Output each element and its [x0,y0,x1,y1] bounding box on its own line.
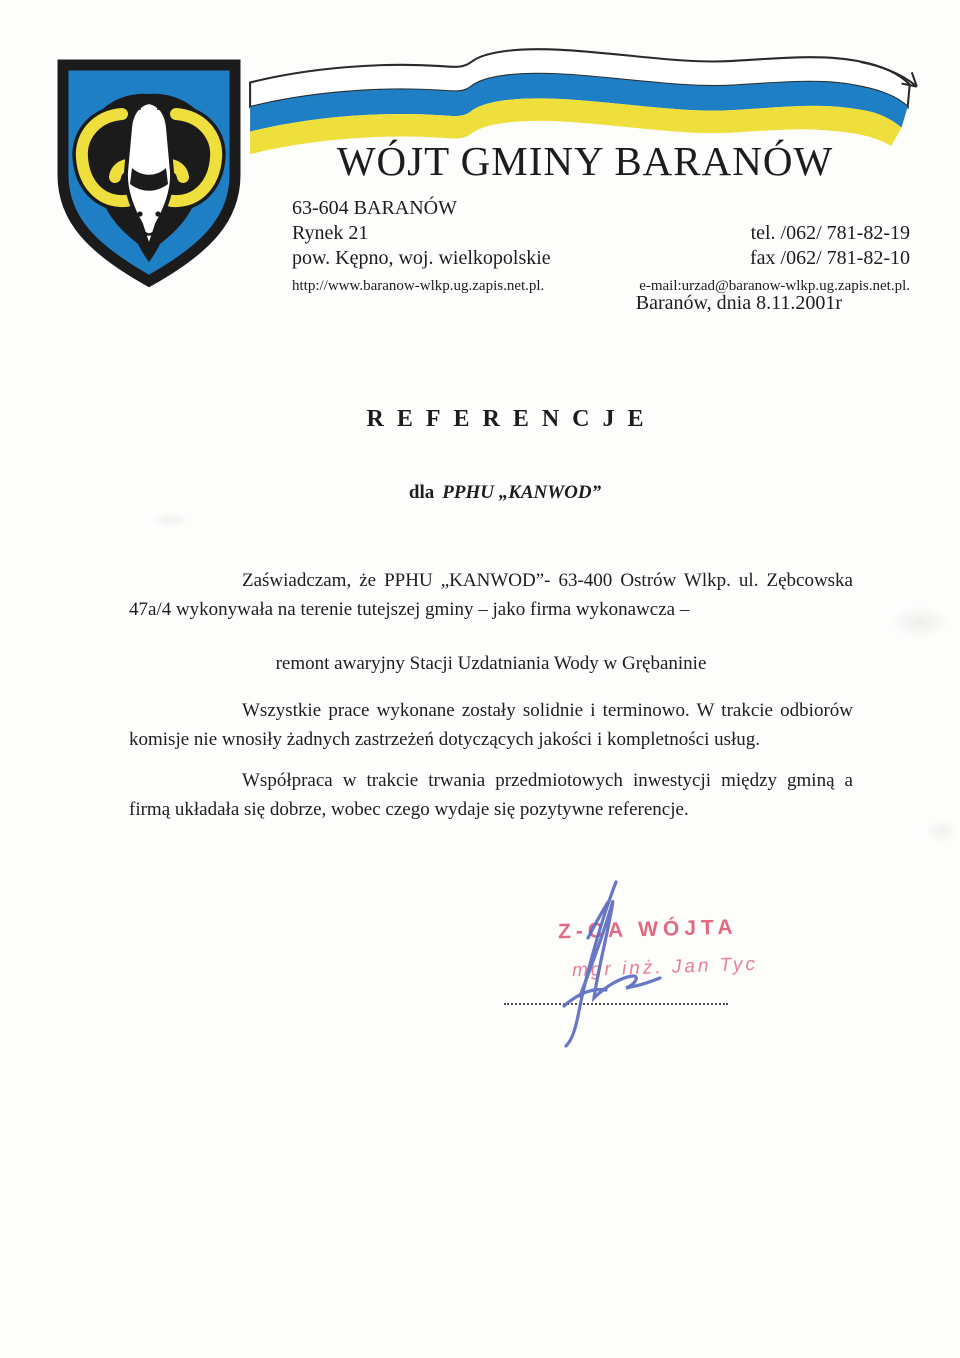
address-region: pow. Kępno, woj. wielkopolskie [292,247,551,269]
recipient-name: PPHU „KANWOD” [442,482,602,503]
address-website: http://www.baranow-wlkp.ug.zapis.net.pl. [292,278,545,294]
recipient-line [145,482,865,504]
stamp-name: mgr inż. Jan Tyc [571,953,759,982]
dateline: Baranów, dnia 8.11.2001r [635,292,842,314]
letter-body [129,566,853,824]
coat-of-arms-ram-icon [52,56,246,290]
paragraph-2: Wszystkie prace wykonane zostały solidnie i terminowo. W trakcie odbiorów komisje nie wnosiły żadnych zastrzeżeń dotyczących jakości i kompletności usług. [129,700,853,750]
stamp-title: Z-CA WÓJTA [557,915,738,944]
scan-smudge [925,818,959,844]
letterhead-contact [639,221,910,299]
paragraph-3: Współpraca w trakcie trwania przedmiotowych inwestycji między gminą a firmą układała się dobrze, wobec czego wydaje się pozytywne referencje. [129,770,853,820]
contact-fax: fax /062/ 781-82-10 [750,247,910,269]
scan-smudge [890,605,950,639]
subject-line: remont awaryjny Stacji Uzdatniania Wody w Grębaninie [275,653,707,674]
scan-smudge [150,512,190,528]
contact-email: e-mail:urzad@baranow-wlkp.ug.zapis.net.pl. [639,278,910,294]
handwritten-signature-icon [528,878,668,1050]
contact-tel: tel. /062/ 781-82-19 [750,222,910,244]
address-postal: 63-604 BARANÓW [292,197,457,219]
document-heading: REFERENCJE [366,406,657,432]
letterhead-title: WÓJT GMINY BARANÓW [336,138,834,184]
letterhead-address [292,196,551,299]
recipient-prefix: dla [408,482,435,503]
address-street: Rynek 21 [292,222,369,244]
paragraph-1: Zaświadczam, że PPHU „KANWOD”- 63-400 Ostrów Wlkp. ul. Zębcowska 47a/4 wykonywała na terenie tutejszej gminy – jako firma wykonawcza – [129,570,853,620]
